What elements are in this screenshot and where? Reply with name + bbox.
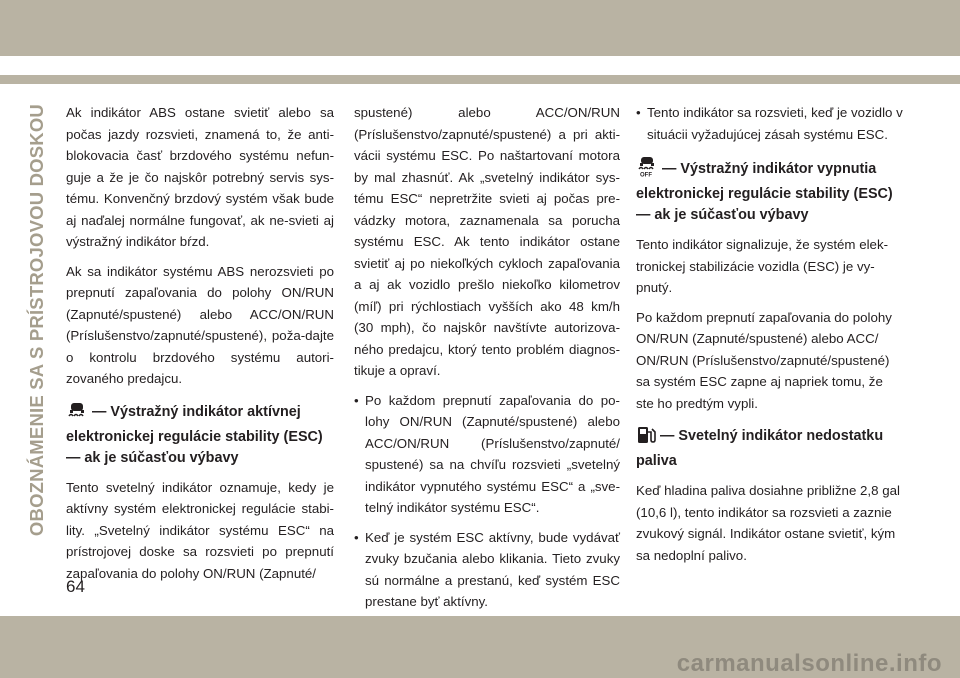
top-rule	[0, 75, 960, 84]
svg-text:OFF: OFF	[640, 172, 652, 177]
bullet-item: • Po každom prepnutí zapaľovania do po-lohy ON/RUN (Zapnuté/spustené) alebo ACC/ON/RUN (Príslušenstvo/zapnuté/ spustené) sa na chvíľu rozsvieti „svetelný indikátor vypnutého systému ESC“ a „sve-telný indikátor systému ESC“.	[354, 390, 620, 519]
bullet-text: Keď je systém ESC aktívny, bude vydávať zvuky bzučania alebo klikania. Tieto zvuky sú normálne a prestanú, keď systém ESC prestane byť aktívny.	[365, 529, 620, 609]
abs-paragraph-1: Ak indikátor ABS ostane svietiť alebo sa počas jazdy rozsvieti, znamená to, že anti-blokovacia časť brzdového systému nefun-guje a že je čo najskôr potrebný servis sys-tému. Konvenčný brzdový systém však bude aj naďalej normálne fungovať, ak ne-svieti aj výstražný indikátor bŕzd.	[66, 105, 334, 249]
top-band	[0, 0, 960, 56]
esc-off-paragraph-1: Tento indikátor signalizuje, že systém elek-tronickej stabilizácie vozidla (ESC) je vy-pnutý.	[636, 237, 889, 295]
esc-active-heading	[66, 402, 334, 469]
bullet-text: Tento indikátor sa rozsvieti, keď je vozidlo v situácii vyžadujúcej zásah systému ESC.	[647, 105, 903, 142]
page-number: 64	[66, 577, 85, 596]
low-fuel-paragraph: Keď hladina paliva dosiahne približne 2,8 gal (10,6 l), tento indikátor sa rozsvieti a zaznie zvukový signál. Indikátor ostane svietiť, kým sa nedoplní palivo.	[636, 483, 900, 563]
abs-paragraph-2: Ak sa indikátor systému ABS nerozsvieti po prepnutí zapaľovania do polohy ON/RUN (Zapnuté/spustené) alebo ACC/ON/RUN (Príslušenstvo/zapnuté/spustené), poža-dajte o kontrolu brzdového systému autori-zovaného predajcu.	[66, 263, 334, 386]
esc-off-heading	[636, 157, 904, 226]
esc-continued-paragraph: spustené) alebo ACC/ON/RUN (Príslušenstvo/zapnuté/spustené) a pri akti-vácii systému ESC. Po naštartovaní motora by mal zhasnúť. Ak „svetelný indikátor sys-tému ESC“ nepretržite svieti aj počas pre-vádzky motora, zaznamenala sa porucha systému ESC. Ak tento indikátor ostane svietiť aj po niekoľkých cykloch zapaľovania a aj ak vozidlo prešlo niekoľko kilometrov (míľ) pri rýchlostiach vyšších ako 48 km/h (30 mph), čo najskôr navštívte autorizova-ného predajcu, ktorý tento problém diagnos-tikuje a opraví.	[354, 105, 620, 378]
esc-active-paragraph: Tento svetelný indikátor oznamuje, kedy je aktívny systém elektronickej regulácie stabi-lity. „Svetelný indikátor systému ESC“ na prístrojovej doske sa rozsvieti po prepnutí zapaľovania do polohy ON/RUN (Zapnuté/	[66, 479, 334, 581]
chapter-side-title	[22, 90, 52, 550]
fuel-pump-icon	[636, 426, 656, 451]
column-2	[354, 102, 620, 621]
column-1	[66, 102, 334, 592]
column-3	[636, 102, 904, 574]
esc-off-paragraph-2: Po každom prepnutí zapaľovania do polohy ON/RUN (Zapnuté/spustené) alebo ACC/ ON/RUN (Príslušenstvo/zapnuté/spustené) sa systém ESC zapne aj napriek tomu, že ste ho predtým vypli.	[636, 309, 892, 411]
bullet-text: Po každom prepnutí zapaľovania do po-lohy ON/RUN (Zapnuté/spustené) alebo ACC/ON/RUN (Príslušenstvo/zapnuté/ spustené) sa na chvíľu rozsvieti „svetelný indikátor vypnutého systému ESC“ a „sve-telný indikátor systému ESC“.	[365, 392, 620, 515]
esc-off-heading-text: — Výstražný indikátor vypnutia elektronickej regulácie stability (ESC) — ak je súčasťou výbavy	[636, 161, 893, 223]
esc-active-heading-text: — Výstražný indikátor aktívnej elektronickej regulácie stability (ESC) — ak je súčasťou výbavy	[66, 403, 323, 466]
watermark: carmanualsonline.info	[676, 650, 942, 677]
low-fuel-heading	[636, 426, 904, 472]
bullet-item: • Tento indikátor sa rozsvieti, keď je vozidlo v situácii vyžadujúcej zásah systému ESC.	[636, 102, 904, 145]
esc-off-icon	[636, 157, 658, 184]
chapter-title-text: OBOZNÁMENIE SA S PRÍSTROJOVOU DOSKOU	[26, 103, 47, 537]
low-fuel-heading-text: — Svetelný indikátor nedostatku paliva	[636, 428, 884, 469]
esc-traction-icon	[66, 402, 88, 427]
bullet-item: • Keď je systém ESC aktívny, bude vydávať zvuky bzučania alebo klikania. Tieto zvuky sú normálne a prestanú, keď systém ESC prestane byť aktívny.	[354, 527, 620, 613]
